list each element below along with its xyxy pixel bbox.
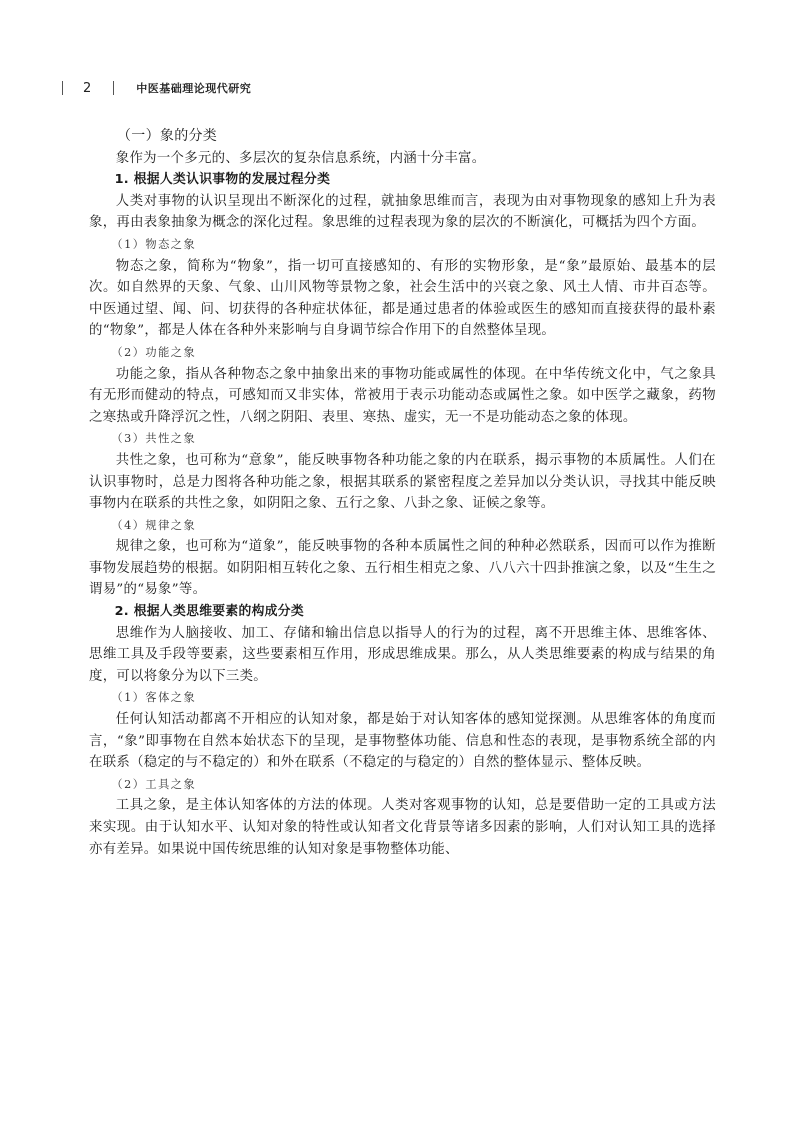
part1-sub1-paragraph: 物态之象，简称为“物象”，指一切可直接感知的、有形的实物形象，是“象”最原始、最基本的层次。如自然界的天象、气象、山川风物等景物之象，社会生活中的兴衰之象、风土人情、市井百态等。中医通过望、闻、问、切获得的各种症状体征，都是通过患者的体验或医生的感知而直接获得的最朴素的“物象”，都是人体在各种外来影响与自身调节综合作用下的自然整体呈现。 — [89, 258, 716, 339]
part1-sub3-paragraph: 共性之象，也可称为“意象”，能反映事物各种功能之象的内在联系，揭示事物的本质属性。人们在认识事物时，总是力图将各种功能之象，根据其联系的紧密程度之差异加以分类认识，寻找其中能反映事物内在联系的共性之象，如阴阳之象、五行之象、八卦之象、证候之象等。 — [89, 452, 716, 512]
part2-sub1-paragraph: 任何认知活动都离不开相应的认知对象，都是始于对认知客体的感知觉探测。从思维客体的角度而言，“象”即事物在自然本始状态下的呈现，是事物整体功能、信息和性态的表现，是事物系统全部的内在联系（稳定的与不稳定的）和外在联系（不稳定的与稳定的）自然的整体显示、整体反映。 — [89, 712, 716, 771]
header-divider-right — [113, 81, 114, 95]
running-header — [62, 80, 251, 96]
part2-paragraph: 思维作为人脑接收、加工、存储和输出信息以指导人的行为的过程，离不开思维主体、思维客体、思维工具及手段等要素，这些要素相互作用，形成思维成果。那么，从人类思维要素的构成与结果的角度，可以将象分为以下三类。 — [89, 625, 716, 684]
part1-sub1-heading: （1）物态之象 — [111, 237, 197, 251]
header-divider-left — [62, 81, 63, 95]
body-text — [89, 126, 716, 860]
page-number: 2 — [83, 80, 92, 96]
part1-heading: 1. 根据人类认识事物的发展过程分类 — [114, 172, 331, 188]
part2-sub2-heading: （2）工具之象 — [111, 777, 197, 791]
section-title: （一）象的分类 — [117, 128, 218, 144]
part1-sub2-paragraph: 功能之象，指从各种物态之象中抽象出来的事物功能或属性的体现。在中华传统文化中，气之象具有无形而健动的特点，可感知而又非实体，常被用于表示功能动态或属性之象。如中医学之藏象，药物之寒热或升降浮沉之性，八纲之阴阳、表里、寒热、虚实，无一不是功能动态之象的体现。 — [89, 366, 716, 425]
book-title: 中医基础理论现代研究 — [136, 82, 252, 95]
part2-sub1-heading: （1）客体之象 — [111, 691, 197, 705]
intro-paragraph: 象作为一个多元的、多层次的复杂信息系统，内涵十分丰富。 — [115, 150, 486, 166]
part1-sub4-heading: （4）规律之象 — [111, 518, 197, 532]
part2-heading: 2. 根据人类思维要素的构成分类 — [114, 604, 304, 620]
part1-paragraph: 人类对事物的认识呈现出不断深化的过程，就抽象思维而言，表现为由对事物现象的感知上升为表象，再由表象抽象为概念的深化过程。象思维的过程表现为象的层次的不断演化，可概括为四个方面。 — [89, 193, 716, 231]
part1-sub2-heading: （2）功能之象 — [111, 345, 197, 359]
part1-sub4-paragraph: 规律之象，也可称为“道象”，能反映事物的各种本质属性之间的种种必然联系，因而可以作为推断事物发展趋势的根据。如阴阳相互转化之象、五行相生相克之象、八八六十四卦推演之象，以及“生生之谓易”的“易象”等。 — [89, 539, 716, 598]
part2-sub2-paragraph: 工具之象，是主体认知客体的方法的体现。人类对客观事物的认知，总是要借助一定的工具或方法来实现。由于认知水平、认知对象的特性或认知者文化背景等诸多因素的影响，人们对认知工具的选择亦有差异。如果说中国传统思维的认知对象是事物整体功能、 — [89, 798, 716, 857]
part1-sub3-heading: （3）共性之象 — [111, 432, 197, 446]
